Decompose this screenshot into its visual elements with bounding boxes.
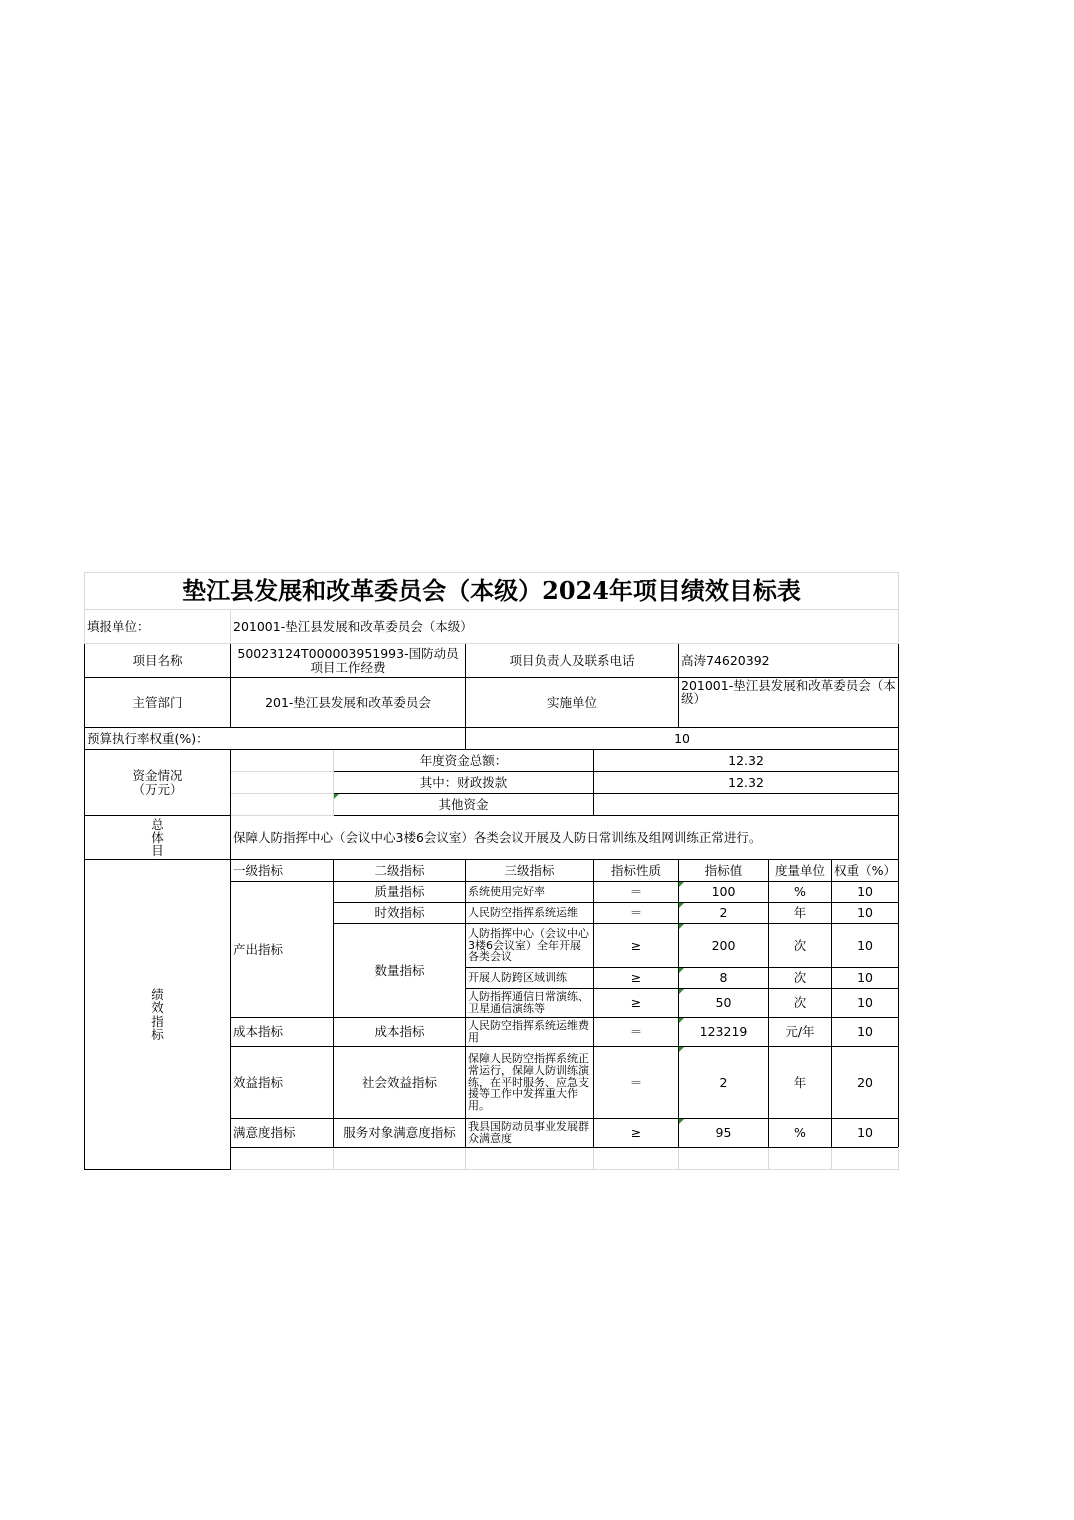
perf-label-char: 绩 (151, 987, 164, 1003)
header-level1: 一级指标 (231, 860, 334, 882)
level2-quantity: 数量指标 (334, 924, 466, 1018)
funds-fiscal-value: 12.32 (594, 772, 899, 794)
level3-cell: 我县国防动员事业发展群众满意度 (466, 1119, 594, 1148)
impl-unit-label: 实施单位 (466, 678, 679, 728)
dept-label: 主管部门 (85, 678, 231, 728)
nature-cell: ≥ (594, 924, 679, 968)
funds-total-value: 12.32 (594, 750, 899, 772)
fill-unit-label: 填报单位： (85, 610, 231, 644)
nature-cell: ＝ (594, 903, 679, 924)
level1-cost: 成本指标 (231, 1018, 334, 1047)
value-cell: 100 (679, 882, 769, 903)
level3-cell: 系统使用完好率 (466, 882, 594, 903)
header-nature: 指标性质 (594, 860, 679, 882)
overall-goal-text: 保障人防指挥中心（会议中心3楼6会议室）各类会议开展及人防日常训练及组网训练正常进行。 (231, 816, 899, 860)
overall-goal-char: 目 (151, 842, 164, 858)
empty-cell (466, 1148, 594, 1170)
funds-label (85, 750, 231, 816)
weight-cell: 20 (832, 1047, 899, 1119)
perf-label-char: 指 (151, 1013, 164, 1029)
level2-social: 社会效益指标 (334, 1047, 466, 1119)
overall-goal-label (85, 816, 231, 860)
impl-unit-value: 201001-垫江县发展和改革委员会（本级） (679, 678, 899, 728)
weight-cell: 10 (832, 968, 899, 989)
nature-cell: ＝ (594, 882, 679, 903)
empty-cell (594, 1148, 679, 1170)
overall-goal-char: 体 (151, 829, 164, 845)
unit-cell: % (769, 882, 832, 903)
nature-cell: ≥ (594, 968, 679, 989)
weight-cell: 10 (832, 882, 899, 903)
funds-label-line1: 资金情况 (132, 768, 183, 784)
value-cell: 123219 (679, 1018, 769, 1047)
funds-other-value (594, 794, 899, 816)
empty-cell (832, 1148, 899, 1170)
level3-cell: 人民防空指挥系统运维 (466, 903, 594, 924)
project-owner-label: 项目负责人及联系电话 (466, 644, 679, 678)
value-cell: 8 (679, 968, 769, 989)
level3-cell: 人民防空指挥系统运维费用 (466, 1018, 594, 1047)
level2-cost: 成本指标 (334, 1018, 466, 1047)
project-name-label: 项目名称 (85, 644, 231, 678)
empty-cell (769, 1148, 832, 1170)
empty-cell (679, 1148, 769, 1170)
budget-rate-value: 10 (466, 728, 899, 750)
value-cell: 200 (679, 924, 769, 968)
unit-cell: 元/年 (769, 1018, 832, 1047)
level3-cell: 开展人防跨区域训练 (466, 968, 594, 989)
weight-cell: 10 (832, 924, 899, 968)
header-level3: 三级指标 (466, 860, 594, 882)
weight-cell: 10 (832, 903, 899, 924)
level3-cell: 保障人民防空指挥系统正常运行，保障人防训练演练，在平时服务、应急支援等工作中发挥重大作用。 (466, 1047, 594, 1119)
value-cell: 2 (679, 1047, 769, 1119)
value-cell: 95 (679, 1119, 769, 1148)
unit-cell: 次 (769, 924, 832, 968)
page-title: 垫江县发展和改革委员会（本级）2024年项目绩效目标表 (85, 573, 899, 610)
value-cell: 2 (679, 903, 769, 924)
level2-timeliness: 时效指标 (334, 903, 466, 924)
performance-table (84, 572, 899, 1170)
funds-fiscal-label: 其中：财政拨款 (334, 772, 594, 794)
project-owner-value: 高涛74620392 (679, 644, 899, 678)
header-level2: 二级指标 (334, 860, 466, 882)
nature-cell: ＝ (594, 1018, 679, 1047)
empty-cell (231, 1148, 334, 1170)
level3-cell: 人防指挥中心（会议中心3楼6会议室）全年开展各类会议 (466, 924, 594, 968)
level1-satisfaction: 满意度指标 (231, 1119, 334, 1148)
weight-cell: 10 (832, 1119, 899, 1148)
project-name-value: 50023124T000003951993-国防动员项目工作经费 (231, 644, 466, 678)
fill-unit-value: 201001-垫江县发展和改革委员会（本级） (231, 610, 899, 644)
perf-label (85, 860, 231, 1170)
header-weight: 权重（%） (832, 860, 899, 882)
nature-cell: ≥ (594, 1119, 679, 1148)
unit-cell: % (769, 1119, 832, 1148)
funds-other-label: 其他资金 (334, 794, 594, 816)
empty-cell (231, 772, 334, 794)
weight-cell: 10 (832, 1018, 899, 1047)
performance-sheet (84, 572, 899, 1170)
unit-cell: 次 (769, 968, 832, 989)
nature-cell: ＝ (594, 1047, 679, 1119)
empty-cell (231, 750, 334, 772)
level2-service: 服务对象满意度指标 (334, 1119, 466, 1148)
level1-output: 产出指标 (231, 882, 334, 1018)
value-cell: 50 (679, 989, 769, 1018)
funds-label-line2: （万元） (132, 781, 183, 797)
unit-cell: 年 (769, 1047, 832, 1119)
nature-cell: ≥ (594, 989, 679, 1018)
budget-rate-label: 预算执行率权重(%)： (85, 728, 466, 750)
empty-cell (334, 1148, 466, 1170)
dept-value: 201-垫江县发展和改革委员会 (231, 678, 466, 728)
unit-cell: 年 (769, 903, 832, 924)
level3-cell: 人防指挥通信日常演练、卫星通信演练等 (466, 989, 594, 1018)
weight-cell: 10 (832, 989, 899, 1018)
header-unit: 度量单位 (769, 860, 832, 882)
overall-goal-char: 总 (151, 817, 164, 832)
empty-cell (231, 794, 334, 816)
level2-quality: 质量指标 (334, 882, 466, 903)
unit-cell: 次 (769, 989, 832, 1018)
funds-total-label: 年度资金总额： (334, 750, 594, 772)
perf-label-char: 标 (151, 1026, 164, 1042)
header-value: 指标值 (679, 860, 769, 882)
perf-label-char: 效 (151, 1000, 164, 1016)
level1-benefit: 效益指标 (231, 1047, 334, 1119)
